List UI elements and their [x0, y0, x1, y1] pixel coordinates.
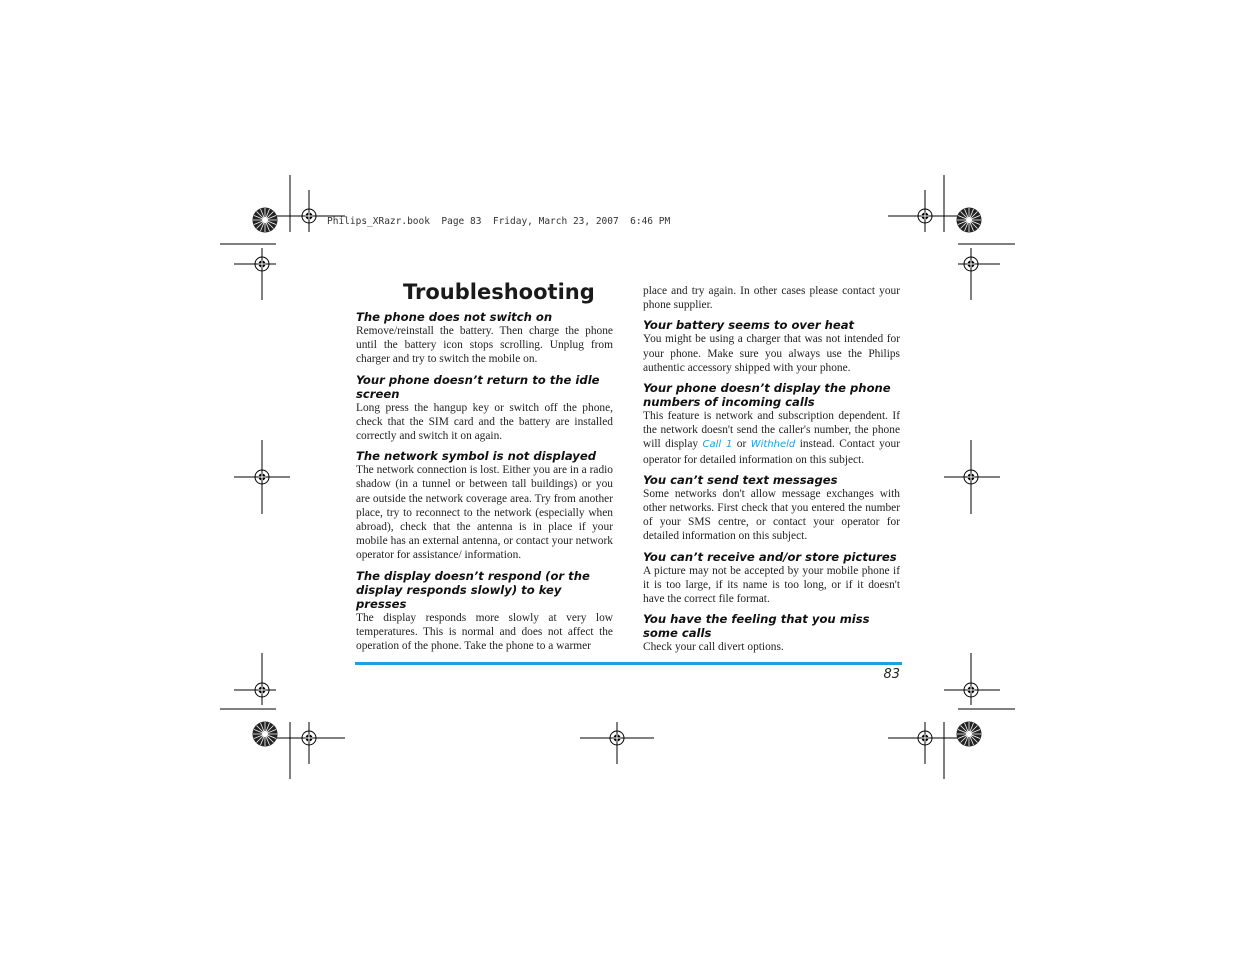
radial-star-icon: [253, 722, 278, 747]
section-heading: Your battery seems to over heat: [643, 318, 855, 333]
section-body: Some networks don't allow message exchanges with other networks. First check that you entered the number of your SMS centre, or contact your operator for detailed information on this subject.: [643, 487, 900, 543]
page-number: 83: [883, 667, 900, 682]
print-header: Philips_XRazr.book Page 83 Friday, March 23, 2007 6:46 PM: [327, 216, 671, 227]
section-heading: Your phone doesn’t return to the idle screen: [356, 372, 600, 401]
section-send-text: [643, 473, 900, 544]
radial-star-icon: [957, 722, 982, 747]
section-heading: The phone does not switch on: [356, 310, 553, 324]
section-heading: You have the feeling that you miss some calls: [643, 612, 870, 641]
section-body: [643, 409, 900, 467]
section-body: A picture may not be accepted by your mobile phone if it is too large, if its name is too long, or if it doesn't have the correct file format.: [643, 564, 900, 606]
section-body: The network connection is lost. Either you are in a radio shadow (in a tunnel or between tall buildings) or you are outside the network coverage area. Try from another place, try to reconnect to the network (especially when abroad), check that the antenna is in place if your mobile has an external antenna, or contact your network operator for assistance/ information.: [356, 464, 613, 562]
radial-star-icon: [957, 208, 982, 233]
section-miss-calls: [643, 612, 900, 654]
continued-text: place and try again. In other cases please contact your phone supplier.: [643, 285, 900, 312]
body-text: instead. Contact your operator for detailed information on this subject.: [643, 438, 900, 466]
section-display-slow: [356, 569, 613, 654]
section-body: The display responds more slowly at very low temperatures. This is normal and does not affect the operation of the phone. Take the phone to a warmer: [356, 611, 613, 653]
section-body: Long press the hangup key or switch off the phone, check that the SIM card and the battery are installed correctly and switch it on again.: [356, 401, 613, 443]
section-incoming-numbers: [643, 381, 900, 467]
section-heading: You can’t receive and/or store pictures: [643, 549, 897, 564]
page-title: Troubleshooting: [403, 280, 595, 304]
section-receive-pictures: [643, 550, 900, 607]
section-body: You might be using a charger that was not intended for your phone. Make sure you always use the Philips authentic accessory shipped with your phone.: [643, 333, 900, 374]
right-column: [643, 284, 900, 660]
left-column: [356, 310, 613, 659]
section-continuation: [643, 284, 900, 312]
screen-message-withheld: Withheld: [750, 439, 796, 451]
section-heading: You can’t send text messages: [643, 472, 838, 487]
section-battery-heat: [643, 318, 900, 375]
section-body: Remove/reinstall the battery. Then charge the phone until the battery icon stops scrolling. Unplug from charger and try to switch the mobile on.: [356, 325, 613, 366]
body-text: This feature is network and subscription dependent. If the network doesn't send the caller's number, the phone will display: [643, 410, 900, 451]
section-heading: The network symbol is not displayed: [356, 449, 597, 464]
section-heading: Your phone doesn’t display the phone numbers of incoming calls: [643, 381, 891, 410]
section-network-symbol: [356, 449, 613, 562]
section-phone-not-switch-on: [356, 310, 613, 367]
section-heading: The display doesn’t respond (or the display responds slowly) to key presses: [356, 568, 590, 611]
screen-message-call: Call 1: [702, 439, 733, 451]
section-idle-screen: [356, 373, 613, 444]
radial-star-icon: [253, 208, 278, 233]
body-text: or: [732, 438, 751, 451]
section-body: Check your call divert options.: [643, 641, 784, 654]
footer-rule: [355, 662, 902, 665]
